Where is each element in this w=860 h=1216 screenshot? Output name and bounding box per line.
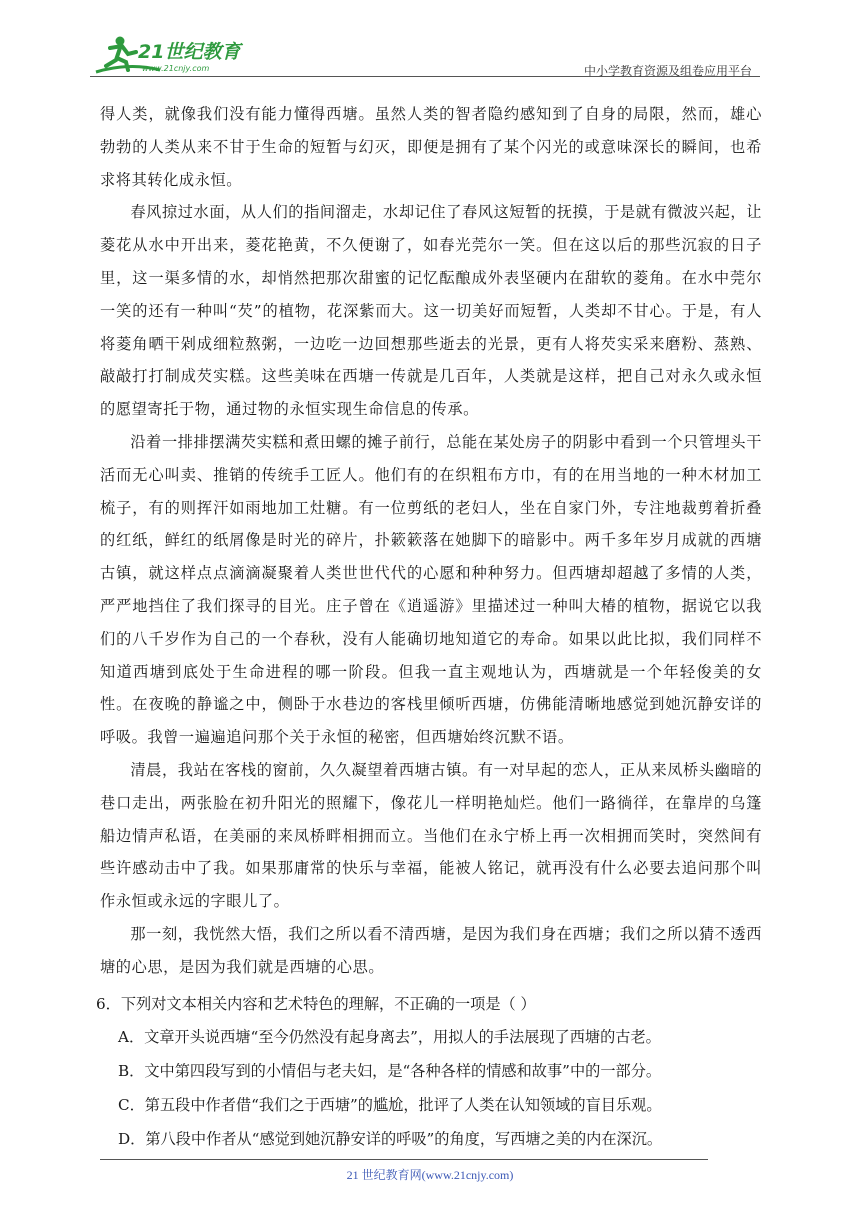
page-header [90,30,760,80]
header-divider [90,76,760,77]
option-a[interactable]: A．文章开头说西塘“至今仍然没有起身离去”，用拟人的手法展现了西塘的古老。 [118,1028,661,1047]
footer-divider [100,1159,708,1160]
footer-link[interactable]: 21 世纪教育网(www.21cnjy.com) [346,1168,514,1182]
logo-url: www.21cnjy.com [142,64,210,73]
passage-paragraph-1: 得人类，就像我们没有能力懂得西塘。虽然人类的智者隐约感知到了自身的局限，然而，雄心勃勃的人类从来不甘于生命的短暂与幻灭，即便是拥有了某个闪光的或意味深长的瞬间，也希求将其转化成永恒。 [100,105,762,189]
site-logo[interactable] [90,32,260,76]
passage-paragraph-4: 清晨，我站在客栈的窗前，久久凝望着西塘古镇。有一对早起的恋人，正从来凤桥头幽暗的巷口走出，两张脸在初升阳光的照耀下，像花儿一样明艳灿烂。他们一路徜徉，在靠岸的乌篷船边情声私语，在美丽的来凤桥畔相拥而立。当他们在永宁桥上再一次相拥而笑时，突然间有些许感动击中了我。如果那庸常的快乐与幸福，能被人铭记，就再没有什么必要去追问那个叫作永恒或永远的字眼儿了。 [100,760,762,911]
option-b[interactable]: B．文中第四段写到的小情侣与老夫妇，是“各种各样的情感和故事”中的一部分。 [118,1062,662,1081]
runner-logo-icon [90,32,260,76]
platform-name: 中小学教育资源及组卷应用平台 [583,64,752,78]
passage-paragraph-5: 那一刻，我恍然大悟，我们之所以看不清西塘，是因为我们身在西塘；我们之所以猜不透西塘的心思，是因为我们就是西塘的心思。 [100,924,762,976]
passage-paragraph-3: 沿着一排排摆满芡实糕和煮田螺的摊子前行，总能在某处房子的阴影中看到一个只管埋头干活而无心叫卖、推销的传统手工匠人。他们有的在织粗布方巾，有的在用当地的一种木材加工梳子，有的则挥汗如雨地加工灶糖。有一位剪纸的老妇人，坐在自家门外，专注地裁剪着折叠的红纸，鲜红的纸屑像是时光的碎片，扑簌簌落在她脚下的暗影中。两千多年岁月成就的西塘古镇，就这样点点滴滴凝聚着人类世世代代的心愿和种种努力。但西塘却超越了多情的人类，严严地挡住了我们探寻的目光。庄子曾在《逍遥游》里描述过一种叫大椿的植物，据说它以我们的八千岁作为自己的一个春秋，没有人能确切地知道它的寿命。如果以此比拟，我们同样不知道西塘到底处于生命进程的哪一阶段。但我一直主观地认为，西塘就是一个年轻俊美的女性。在夜晚的静谧之中，侧卧于水巷边的客栈里倾听西塘，仿佛能清晰地感觉到她沉静安详的呼吸。我曾一遍遍追问那个关于永恒的秘密，但西塘始终沉默不语。 [100,432,762,747]
passage-paragraph-2: 春风掠过水面，从人们的指间溜走，水却记住了春风这短暂的抚摸，于是就有微波兴起，让菱花从水中开出来，菱花艳黄，不久便谢了，如春光莞尔一笑。但在这以后的那些沉寂的日子里，这一渠多情的水，却悄然把那次甜蜜的记忆酝酿成外表坚硬内在甜软的菱角。在水中莞尔一笑的还有一种叫“芡”的植物，花深紫而大。这一切美好而短暂，人类却不甘心。于是，有人将菱角晒干剁成细粒熬粥，一边吃一边回想那些逝去的光景，更有人将芡实采来磨粉、蒸熟、敲敲打打制成芡实糕。这些美味在西塘一传就是几百年，人类就是这样，把自己对永久或永恒的愿望寄托于物，通过物的永恒实现生命信息的传承。 [100,203,762,419]
question-stem: 6．下列对文本相关内容和艺术特色的理解，不正确的一项是（ ） [96,994,536,1013]
option-c[interactable]: C．第五段中作者借“我们之于西塘”的尴尬，批评了人类在认知领域的盲目乐观。 [118,1096,662,1115]
document-body [96,98,762,1156]
logo-text: 21世纪教育 [138,41,241,63]
option-d[interactable]: D．第八段中作者从“感觉到她沉静安详的呼吸”的角度，写西塘之美的内在深沉。 [118,1130,663,1149]
